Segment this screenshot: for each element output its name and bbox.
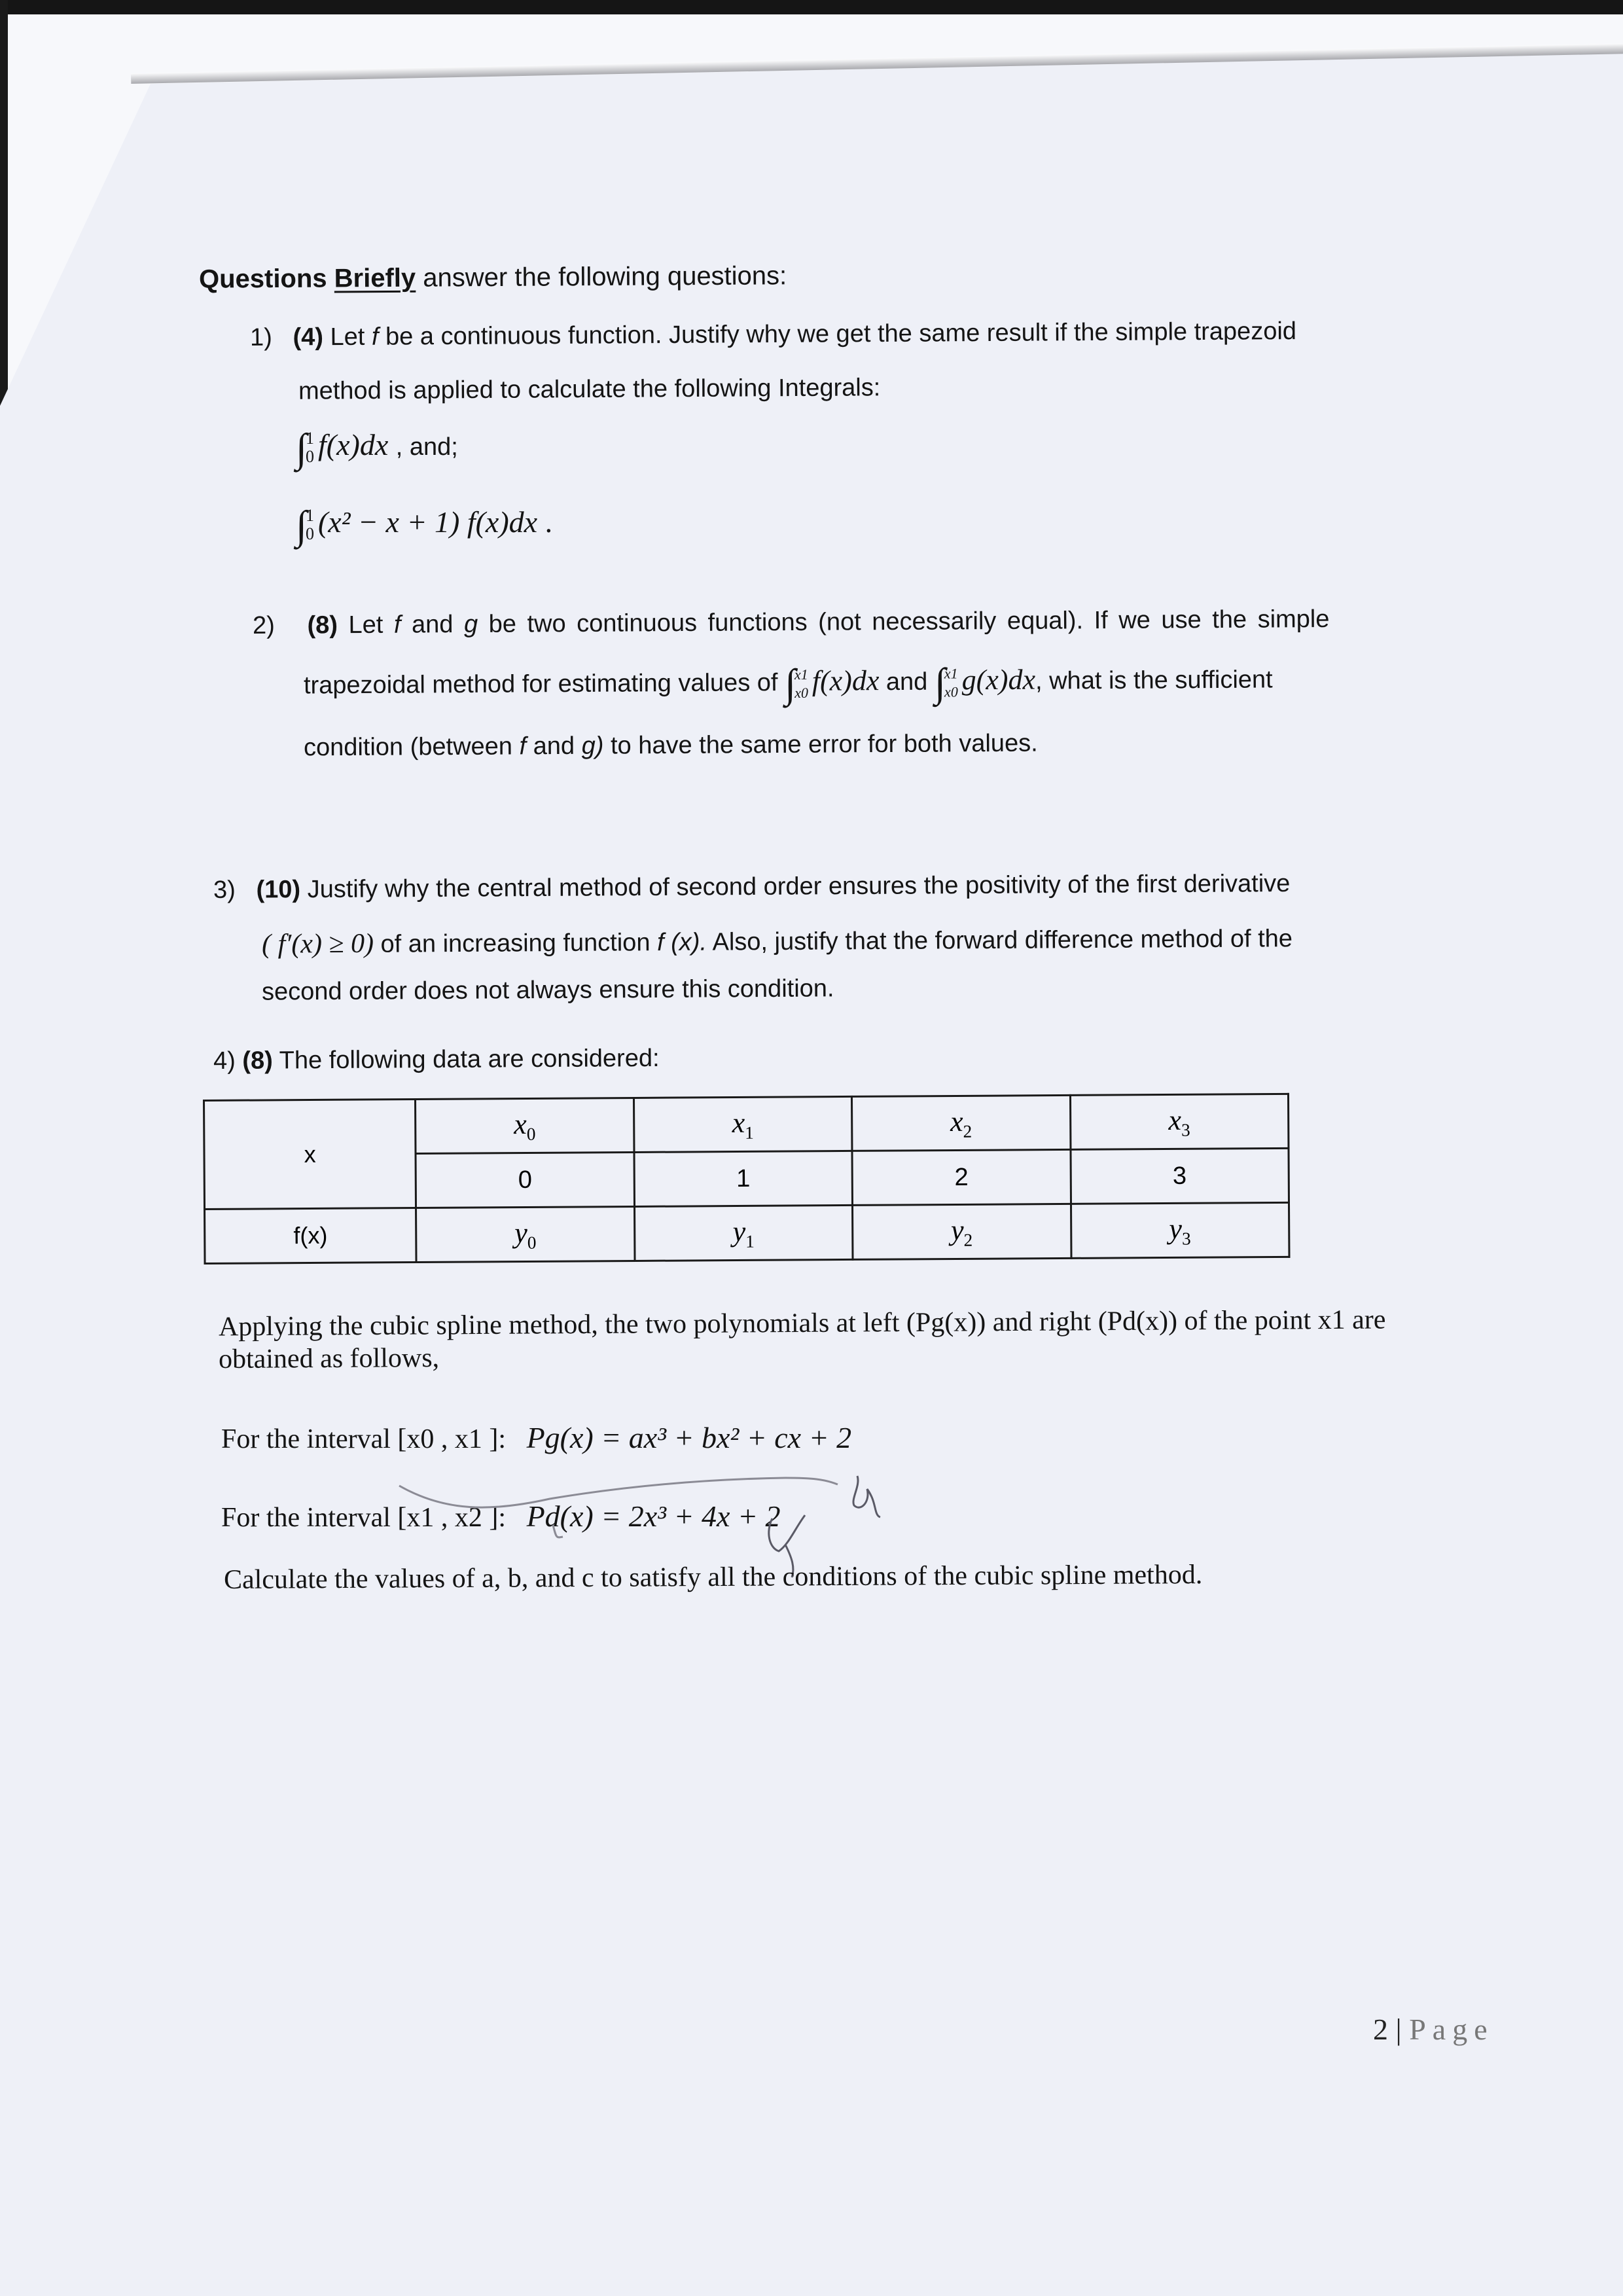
table-row-symbols [204,1094,1289,1155]
integrand: f(x)dx [317,428,389,461]
cell-value-2: 2 [852,1149,1071,1205]
page-number: 2 [1373,2013,1388,2046]
q1-number: 1) [249,323,272,351]
q2-var-g: g [463,610,478,639]
cell-x3 [1070,1094,1289,1149]
integral-sign: ∫ [296,503,307,548]
q1-integral-2 [296,503,552,549]
q4-intro-text: The following data are considered: [279,1044,660,1075]
q2-text-b: be two continuous functions (not necessarily equal). If we use the simple [488,605,1330,638]
polynomial-pd: Pd(x) = 2x³ + 4x + 2 [526,1499,781,1533]
q2-integral-f [784,661,880,707]
integral-limits [794,666,808,702]
integral-sign: ∫ [934,660,946,706]
q1-integral-1 [296,425,458,472]
cell-x2 [852,1095,1071,1151]
symbol-y2: $y_2$ [950,1213,973,1250]
q4-points: (8) [242,1047,273,1075]
q2-line2-tail: , what is the sufficient [1035,666,1273,695]
q4-number: 4) [213,1047,236,1075]
cell-x0 [416,1098,634,1153]
symbol-y1: $y_1$ [732,1215,755,1251]
instructions-heading [199,261,787,294]
integral-sign: ∫ [296,426,307,471]
symbol-y0: $y_0$ [514,1216,537,1253]
q4-paragraph-line-2: obtained as follows, [218,1342,440,1375]
q2-line3-and: and [533,732,575,761]
q1-points: (4) [293,323,324,351]
q1-var-f: f [371,323,379,351]
q4-task-text: Calculate the values of a, b, and c to satisfy all the conditions of the cubic spline method. [223,1560,1203,1595]
symbol-x2: $x_2$ [950,1105,972,1141]
upper-limit: 1 [305,506,314,526]
q2-text-a: Let [348,611,383,639]
symbol-x0: $x_0$ [514,1107,536,1144]
q2-line2-text: trapezoidal method for estimating values of [303,669,778,700]
q3-text-1: Justify why the central method of second order ensures the positivity of the first derivative [307,869,1291,904]
q4-intro [213,1045,660,1075]
interval-1-label: For the interval [x0 , x1 ]: [221,1424,507,1454]
symbol-x3: $x_3$ [1168,1103,1190,1140]
heading-emphasis: Briefly [334,263,416,293]
lower-limit: x0 [944,683,958,700]
integral-sign: ∫ [784,661,796,707]
cell-value-0: 0 [416,1152,634,1208]
integral-limits [306,429,314,466]
integrand: g(x)dx [961,663,1036,696]
q3-line-1 [213,870,1291,905]
cell-x1 [633,1096,852,1152]
cell-y2 [853,1204,1071,1259]
q3-line-3: second order does not always ensure this condition. [261,975,834,1006]
table-row-fx [205,1202,1289,1263]
lower-limit: x0 [794,684,808,701]
symbol-y3: $y_3$ [1169,1212,1191,1249]
integral-limits [306,507,314,543]
row-label-x: x [204,1100,416,1210]
q2-line-1 [253,605,1330,640]
integrand: f(x)dx [812,664,880,697]
q2-var-f: f [393,611,401,639]
q2-and: and [411,611,454,639]
q4-paragraph-line-1: Applying the cubic spline method, the two polynomials at left (Pg(x)) and right (Pd(x)) of the point x1 are [218,1304,1386,1342]
cell-y1 [634,1205,853,1261]
upper-limit: x1 [794,666,808,683]
page-word: Page [1409,2013,1494,2046]
page-footer [1373,2012,1494,2047]
q3-number: 3) [213,876,236,905]
heading-rest: answer the following questions: [423,261,787,293]
cell-y0 [416,1206,635,1262]
integral-limits [944,664,958,701]
q2-and-2: and [885,668,928,696]
data-table [203,1093,1291,1265]
lower-limit: 0 [305,524,314,544]
integrand: (x² − x + 1) f(x)dx [317,505,538,539]
upper-limit: x1 [944,665,958,682]
cell-y3 [1071,1202,1289,1258]
upper-limit: 1 [305,429,314,448]
q3-derivative-condition: ( f′(x) ≥ 0) [261,928,374,960]
cell-value-3: 3 [1071,1148,1289,1204]
q1-text-a: Let [330,323,365,351]
lower-limit: 0 [305,447,314,467]
q2-line3-f: f [519,732,527,761]
grader-initials-1 [853,1476,880,1517]
q2-number: 2) [252,611,275,640]
q4-task [224,1559,1202,1596]
integral-suffix: . [544,505,553,539]
q2-line-2 [304,658,1273,710]
q3-text-2a: of an increasing function [380,929,651,958]
q3-points: (10) [256,876,301,904]
q2-line-3 [304,730,1038,762]
integral-suffix: , and; [395,433,458,461]
q1-line-2: method is applied to calculate the following Integrals: [298,374,881,405]
heading-prefix: Questions [198,264,327,294]
q2-line3-b: to have the same error for both values. [610,729,1038,760]
cell-value-1: 1 [634,1151,853,1206]
row-label-fx: f(x) [205,1208,417,1264]
polynomial-pg: Pg(x) = ax³ + bx² + cx + 2 [526,1421,852,1454]
symbol-x1: $x_1$ [732,1106,754,1143]
q3-text-2b: Also, justify that the forward difference method of the [712,925,1293,956]
q3-fx: f (x). [656,928,707,957]
q1-line-1 [250,317,1296,352]
q2-line3-g: g) [581,732,604,760]
interval-2-label: For the interval [x1 , x2 ]: [221,1503,507,1533]
q2-line3-a: condition (between [303,732,513,762]
page-separator: | [1395,2013,1402,2046]
q2-integral-g [934,660,1036,706]
q2-points: (8) [307,611,338,639]
q1-text-b: be a continuous function. Justify why we get the same result if the simple trapezoid [385,317,1297,351]
q3-line-2 [262,922,1293,960]
handwritten-annotations [393,1440,1047,1571]
pencil-tick [553,1525,563,1537]
